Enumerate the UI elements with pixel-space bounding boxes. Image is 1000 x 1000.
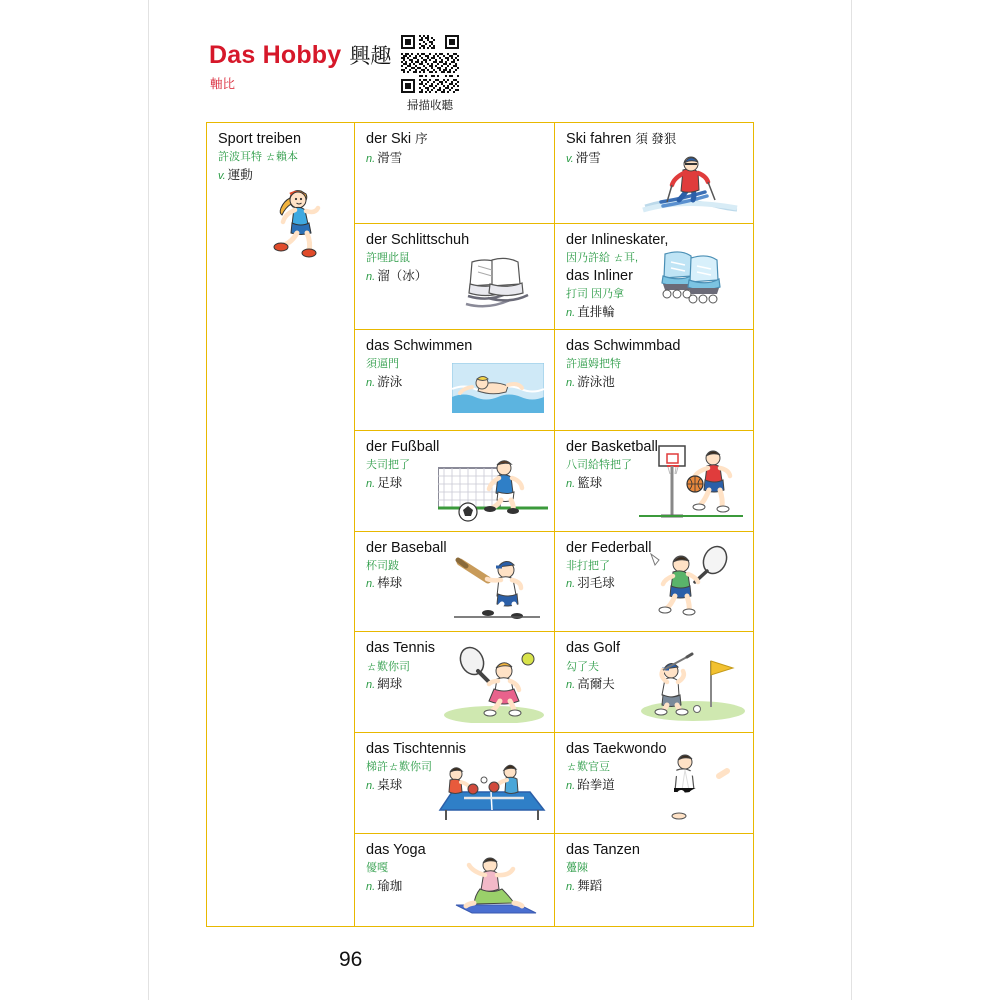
- entry-phonetic: 須逼門: [366, 357, 399, 370]
- entry-german: der Inlineskater,: [566, 231, 669, 248]
- entry-pos: n.: [566, 679, 576, 692]
- entry-german: der Fußball: [366, 438, 440, 455]
- badminton-illustration: [645, 544, 737, 625]
- entry-phonetic: 梯許ㄊ歎你司: [366, 761, 432, 774]
- golf-illustration: [641, 649, 747, 726]
- entry-german-alt: das Inliner: [566, 267, 633, 284]
- entry-phonetic: 勾了夫: [566, 660, 599, 673]
- table-column-middle: [355, 123, 555, 926]
- entry-der-inlineskater[interactable]: [555, 224, 753, 330]
- entry-pos: n.: [566, 376, 576, 389]
- entry-der-basketball[interactable]: [555, 431, 753, 532]
- entry-german: das Tischtennis: [366, 741, 466, 758]
- table-column-category: [207, 123, 355, 926]
- soccer-illustration: [438, 450, 548, 527]
- entry-chinese-text: 游泳: [377, 374, 403, 389]
- entry-phonetic: 非打把了: [566, 559, 610, 572]
- entry-chinese-text: 瑜珈: [377, 879, 403, 894]
- entry-pos: n.: [366, 270, 376, 283]
- entry-das-tischtennis[interactable]: [355, 733, 554, 834]
- entry-german: der Federball: [566, 539, 652, 556]
- entry-chinese: [566, 374, 744, 390]
- entry-pos: n.: [366, 881, 376, 894]
- entry-chinese: [366, 150, 545, 166]
- entry-phonetic: 八司給特把了: [566, 458, 632, 471]
- entry-phonetic: 許哩此鼠: [366, 252, 410, 264]
- qr-caption: 掃描收聽: [407, 100, 453, 112]
- swimmer-illustration: [452, 363, 544, 418]
- entry-pos: n.: [366, 477, 376, 490]
- entry-das-schwimmen[interactable]: [355, 330, 554, 431]
- entry-chinese-text: 籃球: [577, 475, 603, 490]
- entry-chinese-text: 運動: [227, 167, 253, 182]
- ice-skates-illustration: [452, 254, 540, 321]
- entry-pos: n.: [566, 881, 576, 894]
- entry-phonetic-alt: 打司 因乃拿: [566, 287, 625, 300]
- entry-pos: n.: [366, 578, 376, 591]
- entry-ski-fahren[interactable]: [555, 123, 753, 224]
- entry-pos: n.: [566, 477, 576, 490]
- entry-der-fussball[interactable]: [355, 431, 554, 532]
- entry-das-schwimmbad[interactable]: [555, 330, 753, 431]
- entry-chinese-text: 棒球: [377, 576, 403, 591]
- entry-german-text: Ski fahren: [566, 131, 632, 147]
- entry-chinese-text: 滑雪: [575, 151, 601, 166]
- entry-pos: v.: [566, 153, 574, 166]
- page-number: 96: [339, 948, 363, 971]
- baseball-illustration: [454, 546, 540, 625]
- entry-das-yoga[interactable]: [355, 834, 554, 926]
- page-title-chinese: 興趣: [349, 45, 392, 68]
- entry-der-baseball[interactable]: [355, 532, 554, 633]
- entry-pos: n.: [366, 679, 376, 692]
- entry-chinese-text: 溜（冰）: [377, 268, 428, 283]
- entry-phonetic: 杯司跛: [366, 559, 399, 572]
- entry-pos: v.: [218, 169, 226, 182]
- table-column-right: [555, 123, 753, 926]
- entry-chinese-text: 桌球: [377, 778, 403, 793]
- entry-german-note: 序: [415, 132, 428, 146]
- entry-pos: n.: [566, 578, 576, 591]
- entry-chinese: [566, 878, 744, 894]
- entry-chinese-text: 直排輪: [577, 304, 615, 319]
- entry-chinese-text: 滑雪: [377, 151, 403, 166]
- page-title-german: Das Hobby: [209, 41, 342, 69]
- entry-german: der Basketball: [566, 438, 658, 455]
- entry-der-federball[interactable]: [555, 532, 753, 633]
- entry-chinese-text: 舞蹈: [577, 879, 603, 894]
- entry-der-ski[interactable]: [355, 123, 554, 224]
- entry-chinese-text: 足球: [377, 475, 403, 490]
- entry-german: der Schlittschuh: [366, 231, 470, 248]
- entry-german: [366, 130, 545, 148]
- table-tennis-illustration: [434, 758, 550, 829]
- basketball-illustration: [639, 440, 743, 527]
- running-girl-illustration: [264, 178, 342, 269]
- entry-phonetic: ㄊ歎你司: [366, 660, 410, 673]
- qr-code-icon[interactable]: [399, 33, 461, 95]
- entry-pos: n.: [566, 780, 576, 793]
- entry-das-tanzen[interactable]: [555, 834, 753, 926]
- entry-der-schlittschuh[interactable]: [355, 224, 554, 330]
- entry-pos: n.: [566, 306, 576, 319]
- entry-das-golf[interactable]: [555, 632, 753, 733]
- vocabulary-table: [206, 122, 754, 927]
- entry-german: das Schwimmbad: [566, 337, 681, 354]
- entry-das-taekwondo[interactable]: [555, 733, 753, 834]
- skier-illustration: [641, 152, 741, 219]
- entry-german: das Tennis: [366, 640, 436, 657]
- page-title-phonetic: 軸比: [210, 77, 236, 91]
- entry-pos: n.: [366, 376, 376, 389]
- table-columns-entries: [355, 123, 753, 926]
- entry-chinese-text: 游泳池: [577, 374, 615, 389]
- tennis-illustration: [442, 645, 546, 728]
- entry-phonetic: 躉陳: [566, 862, 588, 875]
- entry-german: Sport treiben: [218, 131, 302, 147]
- entry-phonetic: 優嘎: [366, 862, 388, 875]
- entry-sport-treiben[interactable]: [207, 123, 354, 926]
- entry-chinese-text: 跆拳道: [577, 778, 615, 793]
- page-sheet: [148, 0, 852, 1000]
- taekwondo-illustration: [645, 746, 731, 827]
- inline-skates-illustration: [653, 244, 739, 319]
- entry-german: [566, 130, 744, 148]
- entry-phonetic: 許波耳特 ㄊ賴本: [218, 151, 299, 164]
- entry-german: das Yoga: [366, 842, 426, 859]
- entry-das-tennis[interactable]: [355, 632, 554, 733]
- entry-chinese-text: 網球: [377, 677, 403, 692]
- entry-german: der Baseball: [366, 539, 447, 556]
- entry-phonetic: 夫司把了: [366, 458, 410, 471]
- entry-german: das Tanzen: [566, 842, 640, 859]
- entry-chinese-text: 羽毛球: [577, 576, 615, 591]
- entry-phonetic: 許逼姆把特: [566, 357, 621, 370]
- entry-german: das Golf: [566, 640, 620, 657]
- entry-chinese-text: 高爾夫: [577, 677, 615, 692]
- entry-german-text: der Ski: [366, 131, 412, 147]
- yoga-illustration: [448, 851, 544, 920]
- entry-phonetic: ㄊ歎官豆: [566, 761, 610, 774]
- entry-phonetic: 因乃許給 ㄊ耳,: [566, 252, 639, 264]
- entry-pos: n.: [366, 780, 376, 793]
- entry-german: das Schwimmen: [366, 337, 473, 354]
- entry-german: das Taekwondo: [566, 741, 667, 758]
- entry-german-note: 須 發狠: [635, 132, 677, 146]
- qr-audio-block[interactable]: [393, 33, 467, 113]
- entry-pos: n.: [366, 153, 376, 166]
